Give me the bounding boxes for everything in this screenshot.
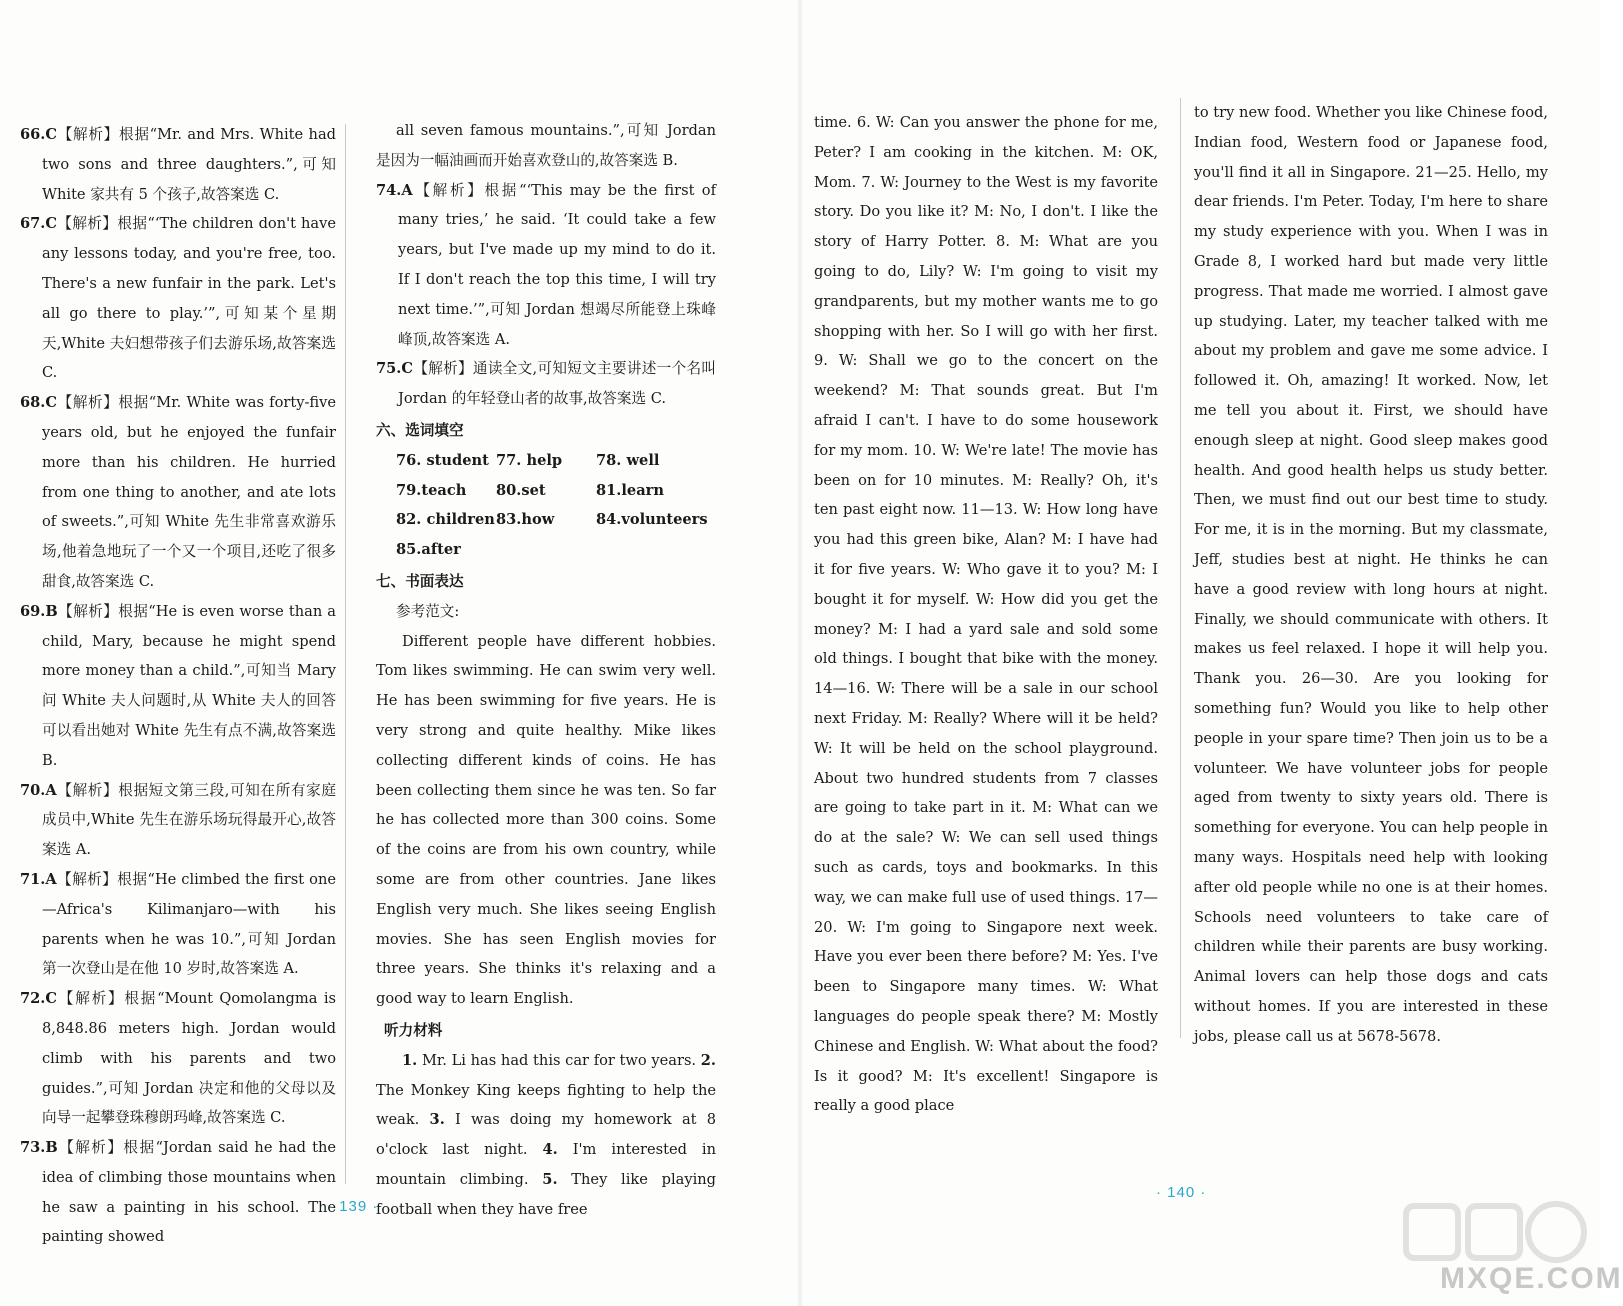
page-number-left: · 139 · [328,1198,379,1215]
right-column-2 [1194,98,1548,1045]
answer-74: 74.A【解析】根据“‘This may be the first of many tries,’ he said. ‘It could take a few years, but I've made up my mind to do it. If I don't reach the top this time, I will try next time.’”,可知 Jordan 想竭尽所能登上珠峰峰顶,故答案选 A. [376,181,716,348]
section-7-title: 七、书面表达 [376,572,464,590]
answer-70: 70.A【解析】根据短文第三段,可知在所有家庭成员中,White 先生在游乐场玩得最开心,故答案选 A. [20,781,336,859]
answer-81: 81.learn [596,481,664,499]
answer-79: 79.teach [396,481,467,499]
answer-84: 84.volunteers [596,511,708,529]
right-column-1 [814,108,1158,1115]
listening-text-continued: time. 6. W: Can you answer the phone for me, Peter? I am cooking in the kitchen. M: OK, Mom. 7. W: Journey to the West is my favorite story. Do you like it? M: No, I don't. I like the story of Harry Potter. 8. M: What are you going to do, Lily? W: I'm going to visit my grandparents, but my mother wants me to go shopping with her. So I will go with her first. 9. W: Shall we go to the concert on the weekend? M: That sounds great. But I'm afraid I can't. I have to do some housework for my mom. 10. W: We're late! The movie has been on for 10 minutes. M: Really? Oh, it's ten past eight now. 11—13. W: How long have you had this green bike, Alan? M: I have had it for five years. W: Who gave it to you? M: I bought it for myself. W: How did you get the money? M: I had a yard sale and sold some old things. I bought that bike with the money. 14—16. W: There will be a sale in our school next Friday. M: Really? Where will it be held? W: It will be held on the school playground. About two hundred students from 7 classes are going to take part in it. M: What can we do at the sale? W: We can sell used things such as cards, toys and bookmarks. In this way, we can make full use of used things. 17—20. W: I'm going to Singapore next week. Have you ever been there before? M: Yes. I've been to Singapore many times. W: What languages do people speak there? M: Mostly Chinese and English. W: What about the food? Is it good? M: It's excellent! Singapore is really a good place [814,114,1158,1115]
answer-80: 80.set [496,481,546,499]
page-number-right: · 140 · [1156,1184,1207,1201]
section-6-title: 六、选词填空 [376,421,464,439]
listening-title: 听力材料 [384,1021,443,1039]
left-column-1 [20,120,336,1246]
book-fold [796,0,804,1306]
sample-essay: Different people have different hobbies. Tom likes swimming. He can swim very well. He has been swimming for five years. He is very strong and quite healthy. Mike likes collecting different kinds of coins. He has been collecting them since he was ten. So far he has collected more than 300 coins. Some of the coins are from his own country, while some are from other countries. Jane likes English very much. She likes seeing English movies. She has seen English movies for three years. She thinks it's relaxing and a good way to learn English. [376,632,716,1008]
answer-73: 73.B【解析】根据“Jordan said he had the idea of climbing those mountains when he saw a painting in his school. The painting showed [20,1139,336,1246]
answer-83: 83.how [496,511,555,529]
column-divider-right [1180,98,1181,1038]
answer-78: 78. well [596,451,660,469]
answer-75: 75.C【解析】通读全文,可知短文主要讲述一个名叫 Jordan 的年轻登山者的故事,故答案选 C. [376,360,716,408]
answer-76: 76. student [396,451,489,469]
answer-71: 71.A【解析】根据“He climbed the first one—Africa's Kilimanjaro—with his parents when he was 10.”,可知 Jordan 第一次登山是在他 10 岁时,故答案选 A. [20,870,336,978]
answer-67: 67.C【解析】根据“‘The children don't have any lessons today, and you're free, too. There's a new funfair in the park. Let's all go there to play.’”,可知某个星期天,White 夫妇想带孩子们去游乐场,故答案选 C. [20,215,336,382]
answer-73-continued: all seven famous mountains.”,可知 Jordan 是因为一幅油画而开始喜欢登山的,故答案选 B. [376,122,716,169]
answer-77: 77. help [496,451,563,469]
answer-72: 72.C【解析】根据“Mount Qomolangma is 8,848.86 meters high. Jordan would climb with his parents and two guides.”,可知 Jordan 决定和他的父母以及向导一起攀登珠穆朗玛峰,故答案选 C. [20,990,336,1127]
answer-85: 85.after [396,541,461,559]
answer-82: 82. children [396,511,495,529]
watermark-text: MXQE.COM [1440,1262,1623,1295]
answer-66: 66.C【解析】根据“Mr. and Mrs. White had two sons and three daughters.”,可知 White 家共有 5 个孩子,故答案选 C. [20,126,336,203]
section-6-answers [376,446,716,565]
listening-text-end: to try new food. Whether you like Chinese food, Indian food, Western food or Japanese food, you'll find it all in Singapore. 21—25. Hello, my dear friends. I'm Peter. Today, I'm here to share my study experience with you. When I was in Grade 8, I worked hard but made very little progress. That made me worried. I almost gave up studying. Later, my teacher talked with me about my problem and gave me some advice. I followed it. Oh, amazing! It worked. Now, let me tell you about it. First, we should have enough sleep at night. Good sleep makes good health. And good health helps us study better. Then, we must find out our best time to study. For me, it is in the morning. But my classmate, Jeff, studies best at night. He thinks he can have a good review with long hours at night. Finally, we should communicate with others. It makes us feel relaxed. I hope it will help you. Thank you. 26—30. Are you looking for something fun? Would you like to help other people in your spare time? Then join us to be a volunteer. We have volunteer jobs for people aged from twenty to sixty years old. There is something for everyone. You can help people in many ways. Hospitals need help with looking after old people while no one is at their homes. Schools need volunteers to take care of children while their parents are busy working. Animal lovers can help those dogs and cats without homes. If you are interested in these jobs, please call us at 5678-5678. [1194,104,1548,1045]
sample-label: 参考范文: [396,602,460,620]
column-divider [345,124,346,1184]
left-column-2 [376,116,717,1218]
listening-text-start: 1. Mr. Li has had this car for two years. 2. The Monkey King keeps fighting to help the weak. 3. I was doing my homework at 8 o'clock last night. 4. I'm interested in mountain climbing. 5. They like playing football when they have free [376,1051,717,1218]
answer-69: 69.B【解析】根据“He is even worse than a child, Mary, because he might spend more money than a child.”,可知当 Mary 问 White 夫人问题时,从 White 夫人的回答可以看出她对 White 先生有点不满,故答案选 B. [20,602,336,769]
answer-68: 68.C【解析】根据“Mr. White was forty-five years old, but he enjoyed the funfair more than his children. He hurried from one thing to another, and ate lots of sweets.”,可知 White 先生非常喜欢游乐场,他着急地玩了一个又一个项目,还吃了很多甜食,故答案选 C. [20,394,336,590]
